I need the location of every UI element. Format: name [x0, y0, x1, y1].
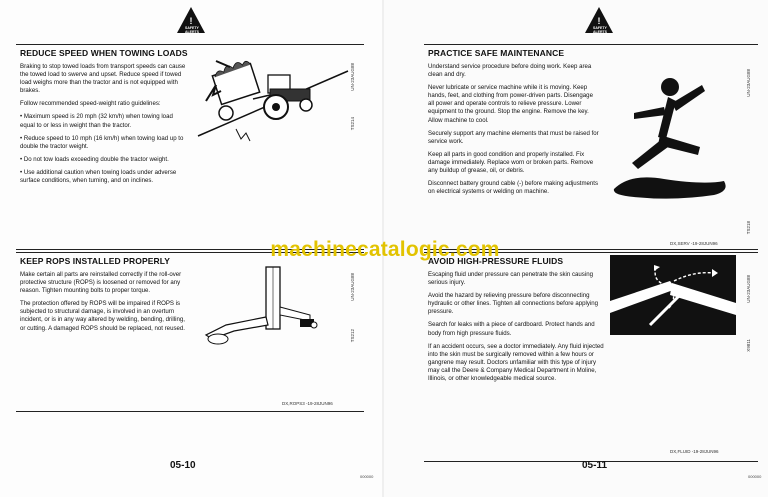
figure-code: UN-23AUG88: [746, 275, 751, 303]
section-body: [428, 271, 606, 388]
paragraph: If an accident occurs, see a doctor immediately. Any fluid injected into the skin must be surgically removed within a few hours or gangrene may result. Doctors unfamiliar with this type of injury may call the Deere & Company Medical Department in Moline, Illinois, or other knowledgeable medical source.: [428, 342, 604, 383]
bullet-item: • Reduce speed to 10 mph (16 km/h) when towing load up to double the tractor weight.: [20, 134, 184, 150]
section-title: PRACTICE SAFE MAINTENANCE: [428, 48, 565, 58]
page-code: 000000: [748, 474, 762, 479]
tractor-towing-illustration: [198, 51, 348, 146]
logo-text-2: ALERTS: [185, 30, 199, 34]
footer-reference: DX,FLUID -19-28JUN96: [670, 449, 719, 454]
section-body: [428, 63, 600, 201]
paragraph: Follow recommended speed-weight ratio guidelines:: [20, 100, 161, 108]
figure-code: TS214: [350, 117, 355, 131]
figure-code: UN-23AUG88: [746, 69, 751, 97]
bullet-item: • Use additional caution when towing loads under adverse surface conditions, when turning, and on inclines.: [20, 168, 177, 185]
paragraph: Escaping fluid under pressure can penetrate the skin causing serious injury.: [428, 271, 593, 287]
fluids-section: [424, 252, 758, 462]
maintenance-section: [424, 44, 758, 250]
page-code: 000000: [360, 474, 374, 479]
logo-text-2: ALERTS: [593, 30, 607, 34]
logo-text-1: SAFETY: [593, 26, 607, 30]
paragraph: Make certain all parts are reinstalled correctly if the roll-over protective structure (ROPS) is loosened or removed for any reason. Tighten mounting bolts to proper torque.: [20, 271, 182, 295]
figure-code: UN-23AUG88: [350, 273, 355, 301]
section-title: AVOID HIGH-PRESSURE FLUIDS: [428, 256, 564, 266]
paragraph: Braking to stop towed loads from transport speeds can cause the towed load to swerve and upset. Reduce speed if towed load weighs more than the tractor and is not equipped with brakes.: [20, 63, 186, 95]
section-title: KEEP ROPS INSTALLED PROPERLY: [20, 256, 171, 266]
figure-code: TS218: [746, 221, 751, 235]
bullet-item: • Maximum speed is 20 mph (32 km/h) when towing load equal to or less in weight than the tractor.: [20, 113, 173, 129]
slipping-person-illustration: [610, 67, 730, 207]
paragraph: The protection offered by ROPS will be impaired if ROPS is subjected to structural damage, is involved in an overturn incident, or is in any way altered by welding, bending, drilling, or cutting. A damaged ROPS should be replaced, not reused.: [20, 300, 185, 332]
paragraph: Disconnect battery ground cable (-) before making adjustments on electrical systems or welding on machine.: [428, 180, 599, 196]
paragraph: Never lubricate or service machine while it is moving. Keep hands, feet, and clothing from power-driven parts. Disengage all power and operate controls to relieve pressure. Lower equipment to the ground. Stop the engine. Remove the key. Allow machine to cool.: [428, 84, 593, 124]
safety-alert-logo: [176, 6, 206, 38]
svg-text:!: !: [189, 16, 193, 26]
rops-section: [16, 252, 364, 412]
logo-text-1: SAFETY: [185, 26, 199, 30]
paragraph: Avoid the hazard by relieving pressure before disconnecting hydraulic or other lines. Tighten all connections before applying pressure.: [428, 292, 599, 316]
watermark: machinecatalogic.com: [270, 238, 500, 261]
footer-reference: DX,ROPS3 -19-28JUN96: [282, 401, 333, 406]
figure-code: TS212: [350, 329, 355, 343]
figure-code: X9811: [746, 339, 751, 352]
svg-text:!: !: [597, 16, 601, 26]
section-body: [20, 271, 188, 338]
section-body: [20, 63, 188, 190]
paragraph: Understand service procedure before doing work. Keep area clean and dry.: [428, 63, 592, 79]
high-pressure-fluid-illustration: [610, 255, 736, 335]
paragraph: Search for leaks with a piece of cardboard. Protect hands and body from high pressure fluids.: [428, 321, 595, 337]
rops-illustration: [196, 267, 336, 357]
towing-section: [16, 44, 364, 250]
page-number: 05-10: [170, 460, 196, 471]
safety-alert-logo: [584, 6, 614, 38]
paragraph: Keep all parts in good condition and properly installed. Fix damage immediately. Replace worn or broken parts. Remove any buildup of grease, oil, or debris.: [428, 150, 594, 175]
bullet-item: • Do not tow loads exceeding double the tractor weight.: [20, 155, 169, 163]
section-title: REDUCE SPEED WHEN TOWING LOADS: [20, 48, 188, 58]
paragraph: Securely support any machine elements that must be raised for service work.: [428, 129, 599, 145]
page-number: 05-11: [582, 460, 608, 471]
figure-code: UN-23AUG88: [350, 63, 355, 91]
footer-reference: DX,SERV -19-28JUN96: [670, 241, 718, 246]
